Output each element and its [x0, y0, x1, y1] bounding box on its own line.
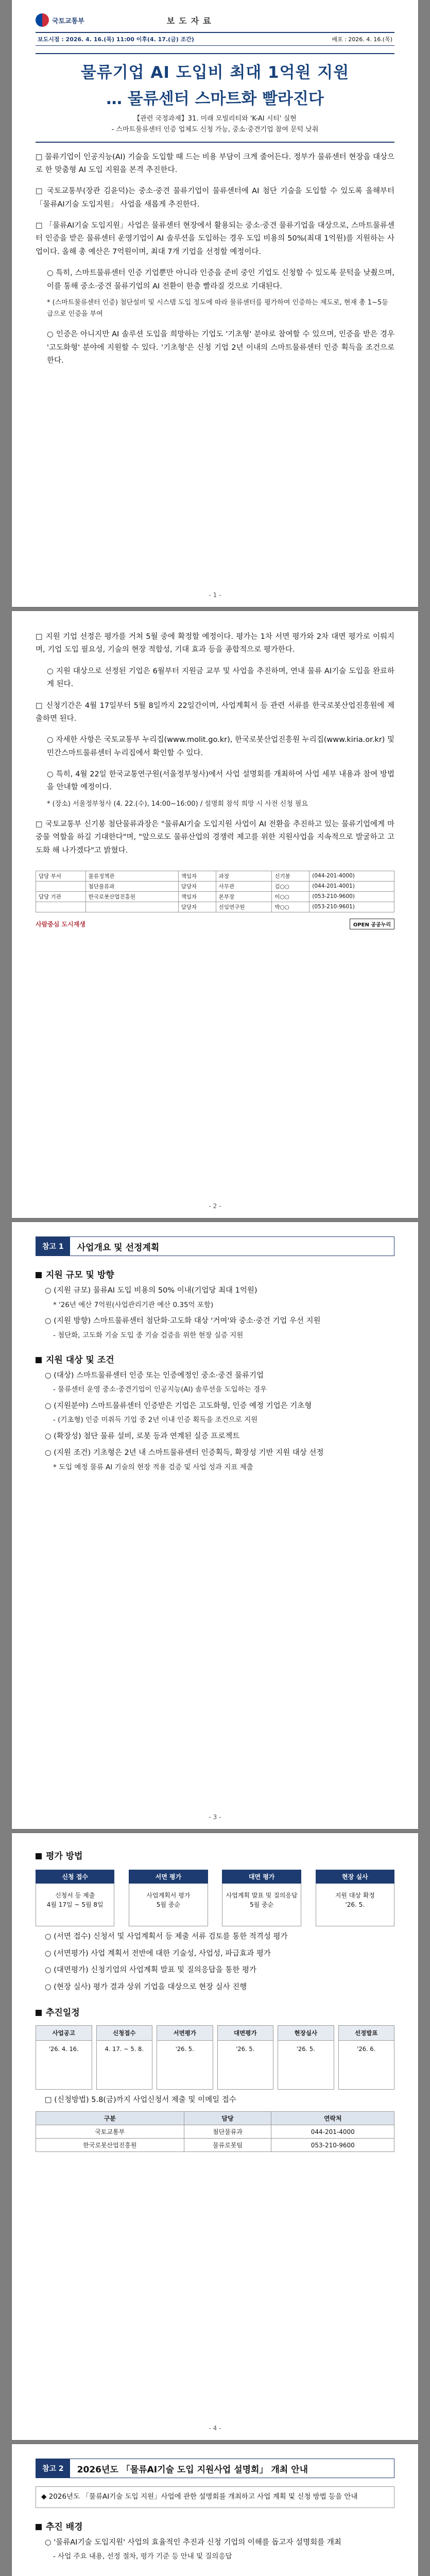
step-date: 5월 중순 [156, 1901, 180, 1908]
page-number: - 3 - [209, 1814, 221, 1821]
headline-2: … 물류센터 스마트화 빨라진다 [106, 90, 324, 108]
paragraph: ○ 특히, 스마트물류센터 인증 기업뿐만 아니라 인증을 준비 중인 기업도 신청할 수 있도록 문턱을 낮췄으며, 이를 통해 중소·중견 물류기업의 AI 전환이 한층 빨라질 것으로 기대된다. [47, 269, 394, 291]
paragraph: ○ 인증은 아니지만 AI 솔루션 도입을 희망하는 기업도 '기초형' 분야로 참여할 수 있으며, 인증을 받은 경우 '고도화형' 분야에 지원할 수 있다. '기초형'은 신청 기업 2년 이내의 스마트물류센터 인증 획득을 조건으로 한다. [47, 330, 394, 365]
square-bullet-icon [36, 2524, 42, 2530]
flow-step [316, 1870, 394, 1926]
step-title: 현장실사 [278, 2026, 334, 2041]
page-3 [12, 1222, 418, 1829]
cell: (053-210-9600) [309, 891, 394, 902]
heading [36, 1849, 394, 1861]
cell: 이○○ [272, 891, 309, 902]
step-body [129, 1884, 208, 1926]
step-title: 신청 접수 [36, 1870, 114, 1884]
step-date: 4. 17. ~ 5. 8. [105, 2045, 144, 2053]
ministry-name: 국토교통부 [52, 17, 84, 25]
step-date: '26. 4. 16. [48, 2045, 79, 2053]
step-desc: 지원 대상 확정 [335, 1892, 375, 1899]
cell: 044-201-4000 [271, 2125, 394, 2139]
cell: 국토교통부 [36, 2125, 184, 2139]
heading [36, 2574, 394, 2576]
evaluation-flow [36, 1870, 394, 1926]
sub-bullet: - (기초형) 인증 미취득 기업 중 2년 이내 인증 획득을 조건으로 지원 [53, 1416, 258, 1425]
paragraph: □ 국토교통부 신기봉 첨단물류과장은 "물류AI기술 도입지원 사업이 AI 전환을 추진하고 있는 물류기업에게 마중물 역할을 하길 기대한다"며, "앞으로도 물류산업의 경쟁력 제고를 위한 지원사업을 지속적으로 발굴하고 고도화 해 나가겠다"고 밝혔다. [36, 820, 394, 855]
step-body [36, 1884, 114, 1926]
footnote: * (장소) 서울정부청사 (4. 22.(수), 14:00~16:00) / 설명회 참석 희망 시 사전 신청 필요 [47, 800, 308, 808]
bullet: ○ (서면 접수) 신청서 및 사업계획서 등 제출 서류 검토를 통한 적격성 평가 [45, 1933, 288, 1941]
step-date: '26. 5. [345, 1901, 365, 1908]
cell: 한국로봇산업진흥원 [85, 891, 178, 902]
release-info [36, 32, 394, 46]
paragraph: ○ 특히, 4월 22일 한국교통연구원(서울정부청사)에서 사업 설명회를 개최하여 사업 세부 내용과 참여 방법을 안내할 예정이다. [47, 770, 394, 792]
footnote: * (스마트물류센터 인증) 첨단설비 및 시스템 도입 정도에 따라 물류센터를 평가하여 인증하는 제도로, 현재 총 1~5등급으로 인증을 부여 [47, 298, 388, 318]
section-title: 2026년도 「물류AI기술 도입 지원사업 설명회」 개최 안내 [77, 2464, 308, 2475]
paragraph: □ 신청기간은 4월 17일부터 5월 8일까지 22일간이며, 사업계획서 등 관련 서류를 한국로봇산업진흥원에 제출하면 된다. [36, 701, 394, 723]
cell: 김○○ [272, 881, 309, 891]
page-2 [12, 611, 418, 1218]
cell: 선임연구원 [216, 902, 272, 912]
contact-table [36, 2111, 394, 2152]
paragraph: □ 지원 기업 선정은 평가를 거쳐 5월 중에 확정할 예정이다. 평가는 1차 서면 평가와 2차 대면 평가로 이뤄지며, 기업 도입 필요성, 기술의 현장 적합성, 기대 효과 등을 종합적으로 평가한다. [36, 633, 394, 654]
bullet: ○ (지원 방향) 스마트물류센터 첨단화·고도화 대상 '거여'와 중소·중견 기업 우선 지원 [45, 1316, 321, 1325]
heading [36, 1267, 394, 1280]
step-title: 현장 실사 [316, 1870, 394, 1884]
subtitle-1: 【관련 국정과제】31. 미래 모빌리티와 'K-AI 시티' 실현 [133, 115, 297, 123]
square-bullet-icon [36, 1853, 42, 1859]
sub-bullet: * 도입 예정 물류 AI 기술의 현장 적용 검증 및 사업 성과 지표 제출 [53, 1463, 253, 1471]
cell: 사무관 [216, 881, 272, 891]
schedule-step [278, 2025, 334, 2090]
cell [36, 902, 86, 912]
paragraph: □ 「물류AI기술 도입지원」사업은 물류센터 현장에서 활용되는 중소·중견 물류기업을 대상으로, 스마트물류센터 인증을 받은 물류센터 운영기업이 AI 솔루션을 도입하는 경우 도입 비용의 50%(최대 1억원)를 지원하는 사업이다. 올해 총 예산은 7억원이며, 최대 7개 기업을 선정할 예정이다. [36, 222, 394, 256]
bullet: ○ (확장성) 첨단 물류 설비, 로봇 등과 연계된 실증 프로젝트 [45, 1432, 240, 1440]
bullet: ○ (대면평가) 신청기업의 사업계획 발표 및 질의응답을 통한 평가 [45, 1966, 257, 1975]
step-desc: 사업계획서 평가 [146, 1892, 191, 1899]
bullet: ○ (지원분야) 스마트물류센터 인증받은 기업은 고도화형, 인증 예정 기업은 기초형 [45, 1401, 312, 1410]
step-title: 서면 평가 [129, 1870, 208, 1884]
distribution-date: 배포 : 2026. 4. 16.(목) [332, 36, 392, 43]
cell: (044-201-4001) [309, 881, 394, 891]
heading [36, 1352, 394, 1365]
taegeuk-icon [36, 13, 49, 27]
sub-bullet: - 첨단화, 고도화 기술 도입 중 기술 검증을 위한 현장 실증 지원 [53, 1331, 244, 1340]
header-row [36, 11, 394, 29]
cell: 신기봉 [272, 871, 309, 881]
table-header-row [36, 2112, 394, 2125]
page-5 [12, 2444, 418, 2576]
bullet: ○ (지원 조건) 기초형은 2년 내 스마트물류센터 인증획득, 확장성 기반 지원 대상 선정 [45, 1449, 324, 1458]
step-title: 서면평가 [157, 2026, 213, 2041]
cell: 첨단물류과 [85, 881, 178, 891]
sub-bullet: - 사업 주요 내용, 선정 절차, 평가 기준 등 안내 및 질의응답 [53, 2552, 232, 2561]
table-row [36, 871, 394, 881]
subtitle-2: - 스마트물류센터 인증 업체도 신청 가능, 중소·중견기업 참여 문턱 낮춰 [111, 125, 319, 133]
heading-text: 추진일정 [46, 2007, 80, 2018]
schedule-step [338, 2025, 395, 2090]
square-bullet-icon [36, 1272, 42, 1278]
paragraph: ○ 자세한 사항은 국토교통부 누리집(www.molit.go.kr), 한국로봇산업진흥원 누리집(www.kiria.or.kr) 및 민간스마트물류센터 누리집에서 확인할 수 있다. [47, 736, 394, 757]
open-license-badge: OPEN 공공누리 [350, 919, 394, 929]
sub-bullet: - 물류센터 운영 중소·중견기업이 인공지능(AI) 솔루션을 도입하는 경우 [53, 1385, 267, 1394]
step-desc: 사업계획 발표 및 질의응답 [226, 1892, 298, 1899]
step-title: 대면 평가 [222, 1870, 301, 1884]
heading [36, 2005, 394, 2018]
bullet: ○ (대상) 스마트물류센터 인증 또는 인증예정인 중소·중견 물류기업 [45, 1371, 264, 1380]
schedule-step [157, 2025, 213, 2090]
step-title: 선정발표 [339, 2026, 394, 2041]
flow-step [222, 1870, 301, 1926]
contact-table [36, 871, 394, 912]
cell: 첨단물류과 [184, 2125, 271, 2139]
cell: 담당 기관 [36, 891, 86, 902]
paragraph: ○ 지원 대상으로 선정된 기업은 6월부터 지원금 교부 및 사업을 추진하며, 연내 물류 AI기술 도입을 완료하게 된다. [47, 667, 394, 689]
cell: (044-201-4000) [309, 871, 394, 881]
bullet: □ (신청방법) 5.8(금)까지 사업신청서 제출 및 이메일 접수 [45, 2095, 236, 2104]
cell: 책임자 [178, 871, 216, 881]
cell: 물류로봇팀 [184, 2139, 271, 2152]
step-date: '26. 5. [236, 2045, 255, 2053]
column-header: 구분 [36, 2112, 184, 2125]
table-row [36, 881, 394, 891]
step-desc: 신청서 등 제출 [55, 1892, 95, 1899]
step-date: '26. 6. [357, 2045, 376, 2053]
step-date: 4월 17일 ~ 5월 8일 [46, 1901, 104, 1908]
cell: 책임자 [178, 891, 216, 902]
page-number: - 1 - [209, 591, 221, 599]
page-number: - 2 - [209, 1202, 221, 1210]
heading-text: 평가 방법 [46, 1851, 83, 1861]
cell: 한국로봇산업진흥원 [36, 2139, 184, 2152]
release-time: 보도시점 : 2026. 4. 16.(목) 11:00 이후(4. 17.(금) 조간) [38, 36, 194, 43]
step-date: '26. 5. [175, 2045, 194, 2053]
step-title: 대면평가 [218, 2026, 273, 2041]
cell: (053-210-9601) [309, 902, 394, 912]
campaign-logo: 사람중심 도시재생 [36, 920, 85, 928]
step-date: '26. 5. [296, 2045, 315, 2053]
sub-bullet: * '26년 예산 7억원(사업관리기관 예산 0.35억 포함) [53, 1300, 214, 1309]
title-box [36, 53, 394, 143]
section-title: 사업개요 및 선정계획 [77, 1242, 160, 1253]
cell [85, 902, 178, 912]
page-number: - 4 - [209, 2425, 221, 2432]
step-title: 신청접수 [97, 2026, 152, 2041]
table-row [36, 902, 394, 912]
section-header [36, 1236, 394, 1256]
heading-text: 추진 배경 [46, 2521, 83, 2532]
intro-box: ◆ 2026년도 「물류AI기술 도입 지원」사업에 관한 설명회를 개최하고 사업 계획 및 신청 방법 등을 안내 [36, 2486, 394, 2508]
step-body [222, 1884, 301, 1926]
cell: 담당 부서 [36, 871, 86, 881]
column-header: 담당 [184, 2112, 271, 2125]
schedule-step [96, 2025, 153, 2090]
flow-step [129, 1870, 208, 1926]
column-header: 연락처 [271, 2112, 394, 2125]
bullet: ○ (서면평가) 사업 계획서 전반에 대한 기술성, 사업성, 파급효과 평가 [45, 1949, 271, 1958]
heading-text: 지원 규모 및 방향 [46, 1270, 114, 1280]
schedule-step [36, 2025, 92, 2090]
square-bullet-icon [36, 2010, 42, 2016]
step-title: 사업공고 [36, 2026, 92, 2041]
flow-step [36, 1870, 114, 1926]
table-row [36, 2125, 394, 2139]
cell: 과장 [216, 871, 272, 881]
bullet: ○ '물류AI기술 도입지원' 사업의 효율적인 추진과 신청 기업의 이해를 돕고자 설명회를 개최 [45, 2538, 341, 2547]
heading-text: 지원 대상 및 조건 [46, 1354, 114, 1365]
footer-logos [36, 919, 394, 929]
section-tag: 참고 1 [36, 1237, 70, 1256]
step-date: 5월 중순 [249, 1901, 274, 1908]
bullet: ○ (지원 규모) 물류AI 도입 비용의 50% 이내(기업당 최대 1억원) [45, 1286, 257, 1295]
page-4 [12, 1833, 418, 2440]
schedule-flow [36, 2025, 394, 2090]
cell: 담당자 [178, 881, 216, 891]
paragraph: □ 국토교통부(장관 김윤덕)는 중소·중견 물류기업이 물류센터에 AI 첨단 기술을 도입할 수 있도록 올해부터 「물류AI기술 도입지원」 사업을 새롭게 추진한다. [36, 187, 394, 209]
cell: 박○○ [272, 902, 309, 912]
paragraph: □ 물류기업이 인공지능(AI) 기술을 도입할 때 드는 비용 부담이 크게 줄어든다. 정부가 물류센터 현장을 대상으로 한 맞춤형 AI 도입 지원을 본격 추진한다. [36, 152, 394, 174]
cell: 053-210-9600 [271, 2139, 394, 2152]
schedule-step [217, 2025, 274, 2090]
table-row [36, 2139, 394, 2152]
headline-1: 물류기업 AI 도입비 최대 1억원 지원 [80, 63, 350, 82]
doc-type: 보도자료 [166, 15, 215, 26]
square-bullet-icon [36, 1357, 42, 1363]
cell: 물류정책관 [85, 871, 178, 881]
heading [36, 2519, 394, 2532]
page-1 [12, 0, 418, 607]
bullet: ○ (현장 실사) 평가 결과 상위 기업을 대상으로 현장 실사 진행 [45, 1982, 247, 1991]
step-body [316, 1884, 394, 1926]
section-header [36, 2459, 394, 2478]
cell: 본부장 [216, 891, 272, 902]
cell: 담당자 [178, 902, 216, 912]
section-tag: 참고 2 [36, 2459, 70, 2478]
cell [36, 881, 86, 891]
table-row [36, 891, 394, 902]
ministry-logo [36, 13, 84, 27]
